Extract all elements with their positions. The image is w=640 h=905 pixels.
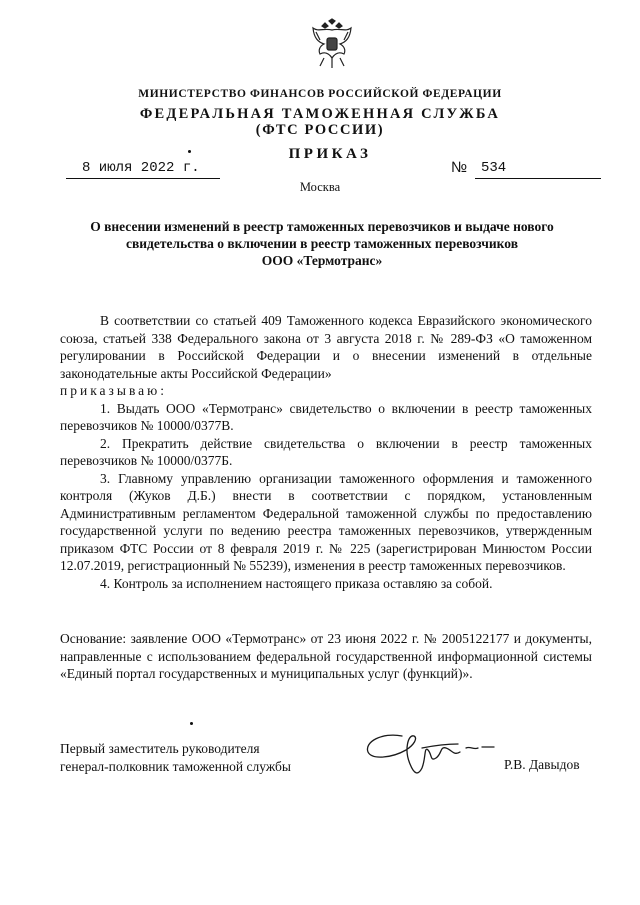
title-line: ООО «Термотранс» bbox=[261, 253, 383, 268]
document-date: 8 июля 2022 г. bbox=[82, 160, 200, 176]
number-sign: № bbox=[451, 159, 468, 176]
title-line: свидетельства о включении в реестр таможенных перевозчиков bbox=[125, 236, 518, 251]
ministry-name: МИНИСТЕРСТВО ФИНАНСОВ РОССИЙСКОЙ ФЕДЕРАЦИИ bbox=[138, 88, 502, 100]
handwritten-signature bbox=[362, 728, 502, 780]
document-body bbox=[60, 312, 592, 592]
basis-block bbox=[60, 630, 592, 683]
basis-text: Основание: заявление ООО «Термотранс» от 23 июня 2022 г. № 2005122177 и документы, направленные с использованием федеральной государственной информационной системы «Единый портал государственных и муниципальных услуг (функций)». bbox=[60, 631, 592, 681]
service-name: ФЕДЕРАЛЬНАЯ ТАМОЖЕННАЯ СЛУЖБА bbox=[139, 106, 501, 122]
city: Москва bbox=[299, 180, 341, 194]
preamble: В соответствии со статьей 409 Таможенного кодекса Евразийского экономического союза, статьей 338 Федерального закона от 3 августа 2018 г. № 289-ФЗ «О таможенном регулировании в Российской Федерации и о внесении изменений в отдельные законодательные акты Российской Федерации» bbox=[60, 313, 592, 381]
ink-dot bbox=[190, 722, 193, 725]
order-item-2: 2. Прекратить действие свидетельства о включении в реестр таможенных перевозчиков № 10000/0377Б. bbox=[60, 435, 592, 468]
coat-of-arms-icon bbox=[310, 18, 354, 70]
signatory-name: Р.В. Давыдов bbox=[504, 757, 580, 772]
title-line: О внесении изменений в реестр таможенных перевозчиков и выдаче нового bbox=[90, 219, 554, 234]
ink-dot bbox=[188, 150, 191, 153]
position-line: Первый заместитель руководителя bbox=[60, 741, 260, 756]
order-item-1: 1. Выдать ООО «Термотранс» свидетельство о включении в реестр таможенных перевозчиков № 10000/0377В. bbox=[60, 400, 592, 433]
document-number: 534 bbox=[481, 160, 507, 176]
document-title bbox=[52, 218, 592, 269]
document-type: ПРИКАЗ bbox=[288, 146, 372, 162]
order-item-4: 4. Контроль за исполнением настоящего приказа оставляю за собой. bbox=[100, 575, 493, 591]
order-word: приказываю: bbox=[60, 383, 167, 398]
service-abbreviation: (ФТС РОССИИ) bbox=[255, 122, 385, 138]
signatory-position bbox=[60, 740, 291, 775]
position-line: генерал-полковник таможенной службы bbox=[60, 758, 291, 774]
order-item-3: 3. Главному управлению организации таможенного оформления и таможенного контроля (Жуков Д.Б.) внести в соответствии с порядком, установленным Административным регламентом Федеральной таможенной службы по предоставлению государственной услуги по ведению реестра таможенных перевозчиков, утвержденным приказом ФТС России от 8 февраля 2019 г. № 225 (зарегистрирован Минюстом России 12.07.2019, регистрационный № 55239), изменения в реестр таможенных перевозчиков. bbox=[60, 470, 592, 573]
